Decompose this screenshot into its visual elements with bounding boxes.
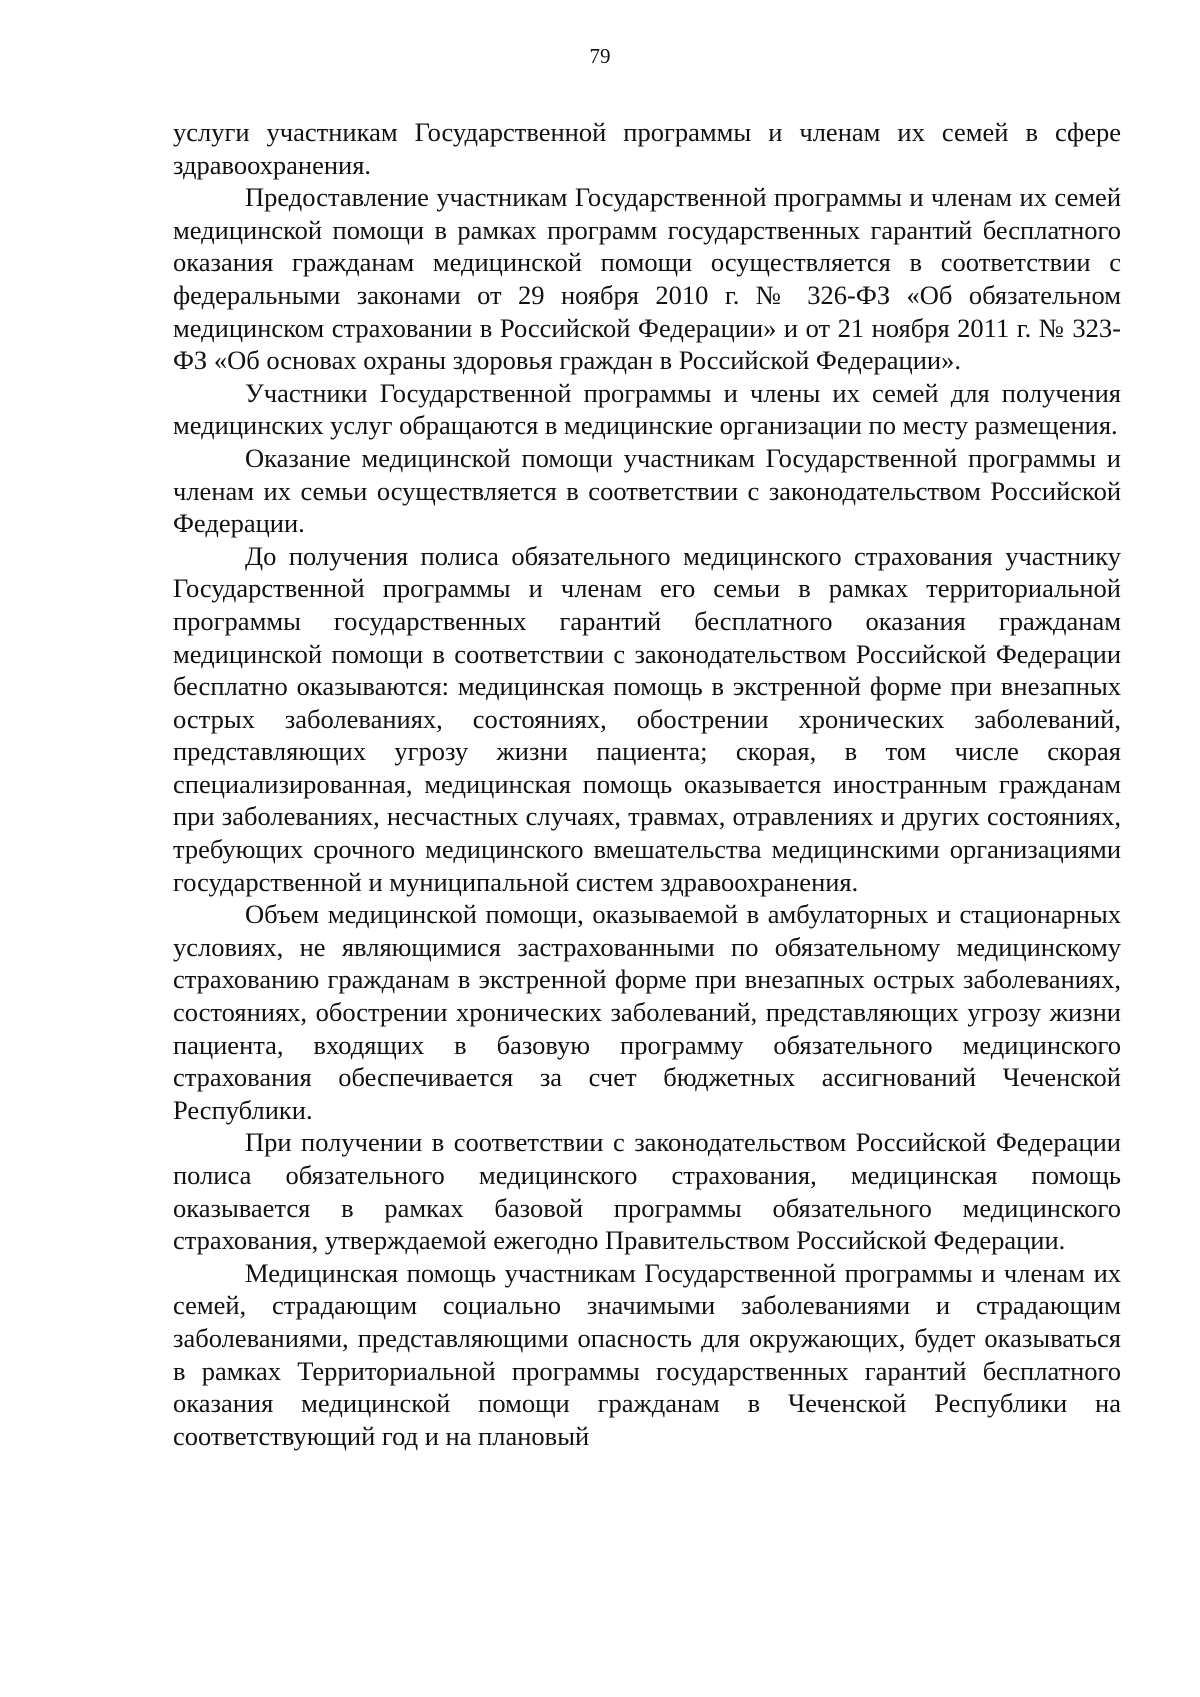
- paragraph-after-insurance-policy: При получении в соответствии с законодательством Российской Федерации полиса обязательного медицинского страхования, медицинская помощь оказывается в рамках базовой программы обязательного медицинского страхования, утверждаемой ежегодно Правительством Российской Федерации.: [173, 1127, 1121, 1256]
- paragraph-applying-to-organizations: Участники Государственной программы и члены их семей для получения медицинских услуг обращаются в медицинские организации по месту размещения.: [173, 377, 1121, 441]
- document-body: [173, 116, 1121, 1452]
- paragraph-continuation: услуги участникам Государственной программы и членам их семей в сфере здравоохранения.: [173, 117, 1121, 180]
- paragraph-socially-significant-diseases: Медицинская помощь участникам Государственной программы и членам их семей, страдающим социально значимыми заболеваниями и страдающим заболеваниями, представляющими опасность для окружающих, будет оказываться в рамках Территориальной программы государственных гарантий бесплатного оказания медицинской помощи гражданам в Чеченской Республики на соответствующий год и на плановый: [173, 1257, 1121, 1451]
- paragraph-before-insurance-policy: До получения полиса обязательного медицинского страхования участнику Государственной программы и членам его семьи в рамках территориальной программы государственных гарантий бесплатного оказания гражданам медицинской помощи в соответствии с законодательством Российской Федерации бесплатно оказываются: медицинская помощь в экстренной форме при внезапных острых заболеваниях, состояниях, обострении хронических заболеваний, представляющих угрозу жизни пациента; скорая, в том числе скорая специализированная, медицинская помощь оказывается иностранным гражданам при заболеваниях, несчастных случаях, травмах, отравлениях и других состояниях, требующих срочного медицинского вмешательства медицинскими организациями государственной и муниципальной систем здравоохранения.: [173, 540, 1121, 897]
- paragraph-legislation-compliance: Оказание медицинской помощи участникам Государственной программы и членам их семьи осуществляется в соответствии с законодательством Российской Федерации.: [173, 442, 1121, 539]
- paragraph-volume-of-care: Объем медицинской помощи, оказываемой в амбулаторных и стационарных условиях, не являющимися застрахованными по обязательному медицинскому страхованию гражданам в экстренной форме при внезапных острых заболеваниях, состояниях, обострении хронических заболеваний, представляющих угрозу жизни пациента, входящих в базовую программу обязательного медицинского страхования обеспечивается за счет бюджетных ассигнований Чеченской Республики.: [173, 899, 1121, 1125]
- page-number: 79: [589, 44, 611, 68]
- paragraph-medical-assistance-provision: Предоставление участникам Государственной программы и членам их семей медицинской помощи в рамках программ государственных гарантий бесплатного оказания гражданам медицинской помощи осуществляется в соответствии с федеральными законами от 29 ноября 2010 г. № 326-ФЗ «Об обязательном медицинском страховании в Российской Федерации» и от 21 ноября 2011 г. № 323-ФЗ «Об основах охраны здоровья граждан в Российской Федерации».: [173, 182, 1121, 376]
